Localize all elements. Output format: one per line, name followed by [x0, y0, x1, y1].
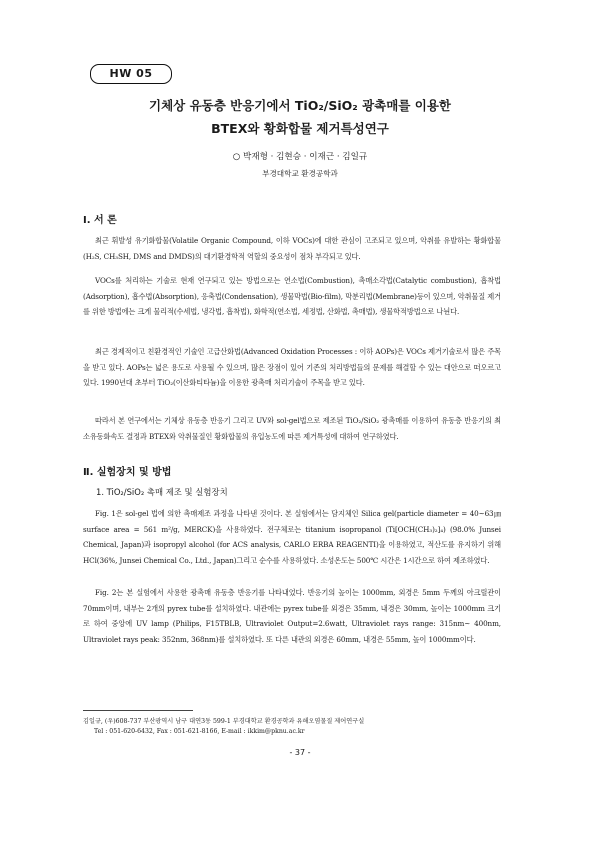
section-heading-methods: Ⅱ. 실험장치 및 방법 [83, 467, 172, 478]
session-tag: HW 05 [90, 64, 172, 84]
affiliation: 부경대학교 환경공학과 [262, 169, 338, 178]
page-number: - 37 - [289, 748, 311, 757]
author-list: ○ 박재형 · 김현승 · 이재근 · 김일규 [232, 152, 368, 162]
footnote-contact: Tel : 051-620-6432, Fax : 051-621-8166, E-mail : ikkim@pknu.ac.kr [94, 728, 305, 735]
footnote-address: 김일규, (우)608-737 부산광역시 남구 대연3동 599-1 부경대학교 환경공학과 유해오염물질 제어연구실 [83, 718, 365, 725]
intro-paragraph-4: 따라서 본 연구에서는 기체상 유동층 반응기 그리고 UV와 sol-gel법으로 제조된 TiO₂/SiO₂ 광촉매를 이용하여 유동층 반응기의 최소유동화속도 결정과 BTEX와 악취물질인 황화합물의 유입농도에 따른 제거특성에 대하여 연구하였다. [83, 416, 501, 441]
methods-paragraph-2: Fig. 2는 본 실험에서 사용한 광촉매 유동층 반응기를 나타내었다. 반응기의 높이는 1000mm, 외경은 5mm 두께의 아크릴관이 70mm이며, 내부는 2개의 pyrex tube를 설치하였다. 내관에는 pyrex tube를 외경은 35mm, 내경은 30mm, 높이는 1000mm 크기로 하여 중앙에 UV lamp (Philips, F15TBLB, Ultraviolet Output=2.6watt, Ultraviolet rays range: 315nm~ 400nm, Ultraviolet rays peak: 352nm, 368nm)를 설치하였다. 또 다른 내관의 외경은 60mm, 내경은 55mm, 높이 1000mm이다. [83, 588, 501, 644]
intro-paragraph-2: VOCs를 처리하는 기술로 현재 연구되고 있는 방법으로는 연소법(Combustion), 촉매소각법(Catalytic combustion), 흡착법(Adsorption), 흡수법(Absorption), 응축법(Condensation), 생물막법(Bio-film), 막분리법(Membrane)등이 있으며, 악취물질 제거를 위한 방법에는 크게 물리적(수세법, 냉각법, 흡착법), 화학적(연소법, 세정법, 산화법, 촉매법), 생물학적방법으로 나뉜다. [83, 276, 501, 317]
section-heading-introduction: Ⅰ. 서 론 [83, 215, 117, 226]
paper-title-line-2: BTEX와 황화합물 제거특성연구 [211, 121, 389, 136]
methods-paragraph-1: Fig. 1은 sol-gel 법에 의한 촉매제조 과정을 나타낸 것이다. 본 실험에서는 담지체인 Silica gel(particle diameter = 40~63㎛ surface area = 561 m²/g, MERCK)을 사용하였다. 전구체로는 titanium isopropanol (Ti[OCH(CH₃)₂]₄) (98.0% Junsei Chemical, Japan)과 isopropyl alcohol (for ACS analysis, CARLO ERBA REAGENTI)을 이용하였고, 적산도를 유지하기 위해 HCl(36%, Junsei Chemical Co., Ltd., Japan)그리고 순수를 사용하였다. 소성온도는 500℃ 시간은 1시간으로 하여 제조하였다. [83, 509, 501, 565]
paper-title-line-1: 기체상 유동층 반응기에서 TiO₂/SiO₂ 광촉매를 이용한 [149, 98, 451, 113]
intro-paragraph-3: 최근 경제적이고 친환경적인 기술인 고급산화법(Advanced Oxidation Processes : 이하 AOPs)은 VOCs 제거기술로서 많은 주목을 받고 있다. AOPs는 넓은 용도로 사용될 수 있으며, 많은 장점이 있어 기존의 처리방법들의 문제를 해결할 수 있는 대안으로 떠오르고 있다. 1990년대 초부터 TiO₂(이산화티타늄)을 이용한 광촉매 처리기술이 주목을 받고 있다. [83, 347, 501, 388]
subsection-heading-catalyst: 1. TiO₂/SiO₂ 촉매 제조 및 실험장치 [96, 487, 228, 497]
intro-paragraph-1: 최근 휘발성 유기화합물(Volatile Organic Compound, 이하 VOCs)에 대한 관심이 고조되고 있으며, 악취를 유발하는 황화합물(H₂S, CH₃SH, DMS and DMDS)의 대기환경학적 역할의 중요성이 점차 부각되고 있다. [83, 236, 501, 261]
footnote-divider [83, 710, 193, 711]
